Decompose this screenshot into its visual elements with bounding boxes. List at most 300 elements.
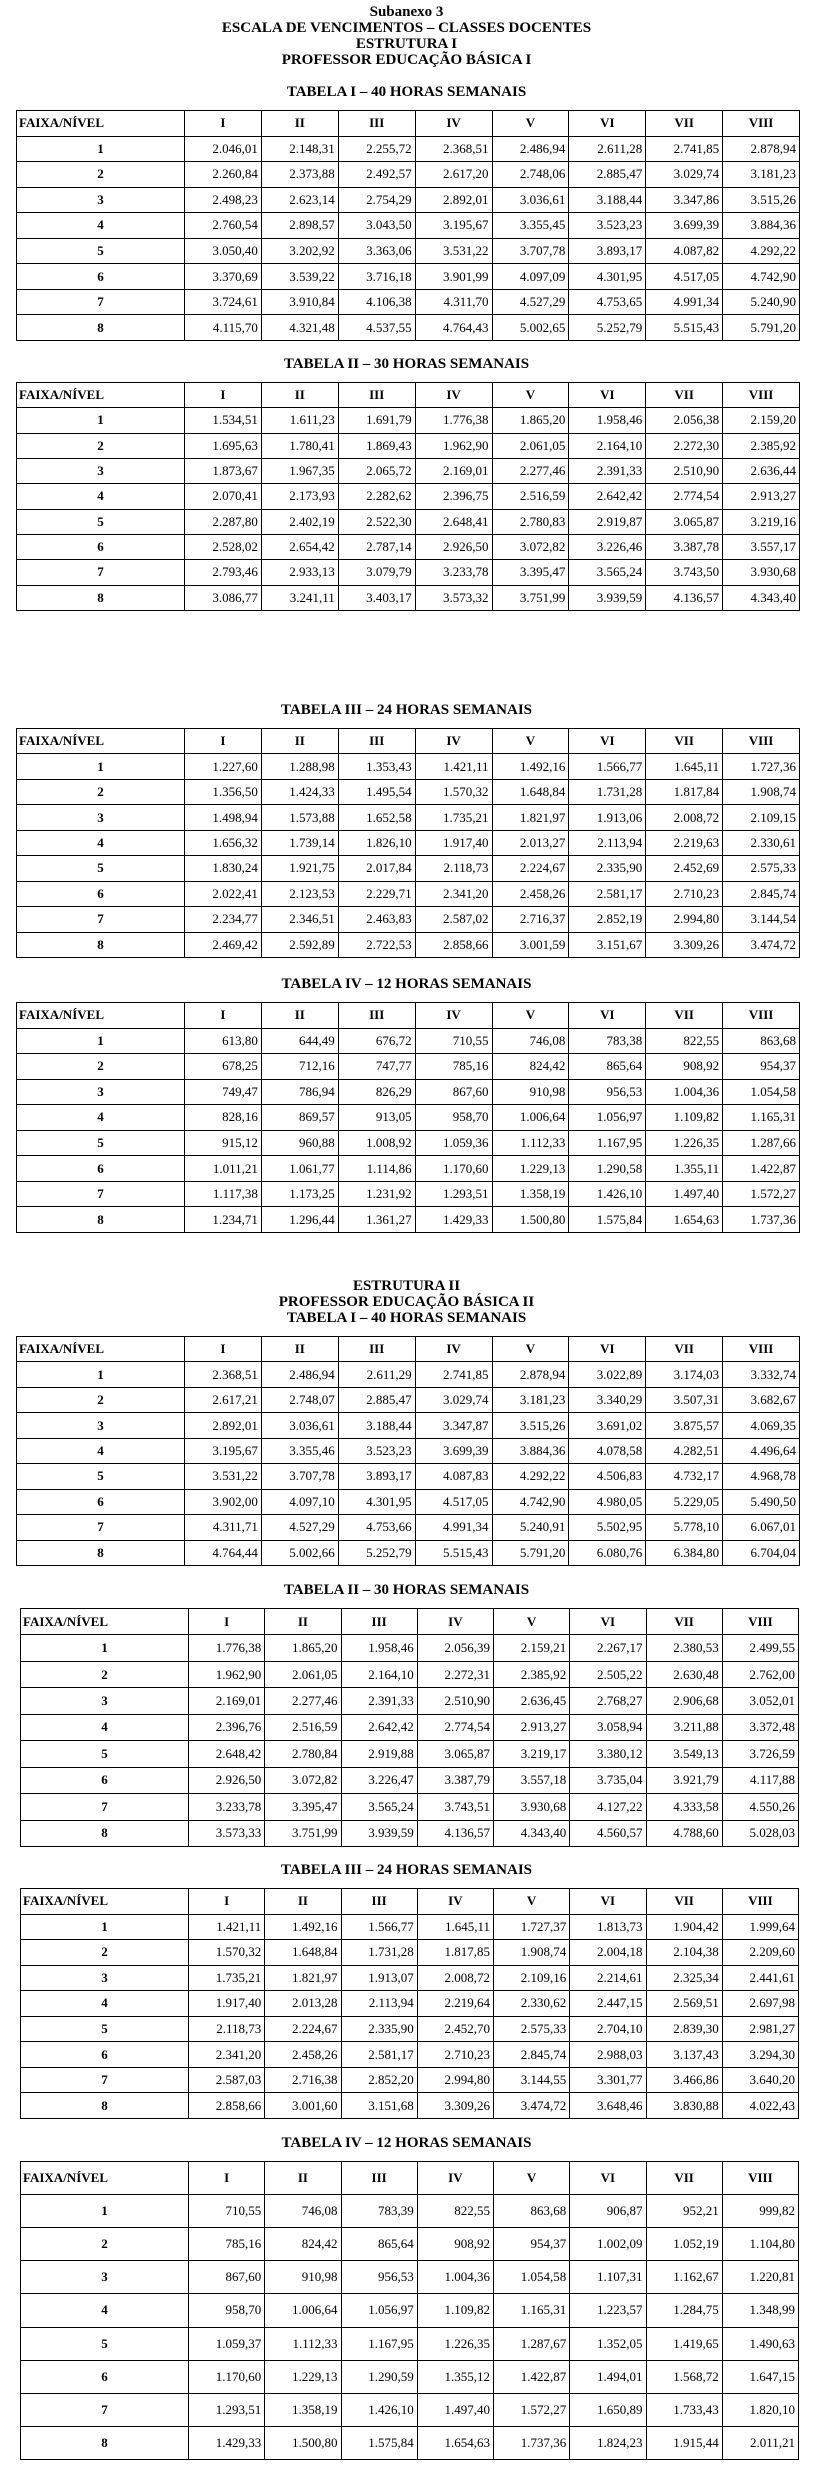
salary-value: 1.355,11 [646,1156,723,1182]
salary-value: 2.065,72 [338,458,415,483]
salary-value: 1.735,21 [415,805,492,830]
salary-value: 613,80 [185,1028,262,1054]
faixa-header: VI [570,1889,646,1915]
salary-value: 1.817,84 [646,779,723,804]
nivel-label: 3 [17,1079,185,1105]
salary-value: 2.164,10 [569,433,646,458]
salary-value: 2.330,61 [723,830,800,855]
salary-value: 4.097,10 [261,1489,338,1514]
salary-value: 2.011,21 [722,2426,798,2459]
salary-value: 1.006,64 [492,1105,569,1131]
salary-value: 1.284,75 [646,2294,722,2327]
salary-value: 2.852,19 [569,907,646,932]
salary-value: 1.173,25 [261,1181,338,1207]
salary-value: 5.252,79 [569,315,646,341]
salary-value: 908,92 [646,1054,723,1080]
salary-value: 2.994,80 [417,2067,493,2093]
table-title: TABELA III – 24 HORAS SEMANAIS [280,1862,533,1878]
salary-value: 3.029,74 [646,162,723,188]
salary-value: 3.507,31 [646,1387,723,1412]
salary-value: 2.852,20 [341,2067,417,2093]
salary-value: 2.272,30 [646,433,723,458]
salary-value: 4.115,70 [185,315,262,341]
salary-value: 2.780,84 [265,1741,341,1767]
nivel-label: 2 [21,1661,189,1687]
salary-value: 2.118,73 [189,2016,265,2042]
salary-value: 3.137,43 [646,2042,722,2068]
salary-value: 1.727,36 [723,754,800,779]
salary-value: 2.516,59 [492,484,569,509]
corner-header: FAIXA/NÍVEL [17,111,185,137]
salary-value: 2.630,48 [646,1661,722,1687]
salary-value: 908,92 [417,2228,493,2261]
faixa-header: V [492,1003,569,1029]
faixa-header: III [338,383,415,408]
salary-value: 3.515,26 [492,1413,569,1438]
salary-value: 3.065,87 [417,1741,493,1767]
salary-value: 2.919,88 [341,1741,417,1767]
table-row [21,2327,799,2360]
salary-value: 2.617,20 [415,162,492,188]
salary-value: 2.148,31 [261,136,338,162]
salary-value: 2.933,13 [261,560,338,585]
salary-value: 4.517,05 [415,1489,492,1514]
salary-value: 1.735,21 [189,1965,265,1991]
salary-value: 1.727,37 [494,1914,570,1940]
salary-value: 4.301,95 [569,264,646,290]
salary-value: 4.980,05 [569,1489,646,1514]
salary-value: 2.260,84 [185,162,262,188]
salary-value: 2.017,84 [338,856,415,881]
faixa-header: III [338,1337,415,1362]
salary-value: 2.219,63 [646,830,723,855]
nivel-label: 4 [17,1438,185,1463]
salary-value: 4.321,48 [261,315,338,341]
salary-value: 822,55 [417,2195,493,2228]
table-row [21,2067,799,2093]
salary-value: 3.202,92 [261,238,338,264]
salary-value: 1.650,89 [570,2393,646,2426]
nivel-label: 7 [17,289,185,315]
salary-value: 2.277,46 [492,458,569,483]
salary-value: 2.787,14 [338,534,415,559]
salary-value: 1.011,21 [185,1156,262,1182]
salary-value: 1.004,36 [417,2261,493,2294]
salary-value: 676,72 [338,1028,415,1054]
nivel-label: 2 [17,1054,185,1080]
salary-value: 3.387,79 [417,1767,493,1793]
faixa-header: V [492,383,569,408]
salary-value: 952,21 [646,2195,722,2228]
nivel-label: 4 [17,830,185,855]
salary-value: 3.065,87 [646,509,723,534]
salary-value: 2.642,42 [341,1714,417,1740]
table-row [17,881,800,906]
salary-value: 3.724,61 [185,289,262,315]
nivel-label: 7 [17,907,185,932]
salary-value: 2.325,34 [646,1965,722,1991]
salary-value: 1.421,11 [189,1914,265,1940]
salary-value: 1.229,13 [492,1156,569,1182]
salary-value: 1.109,82 [417,2294,493,2327]
salary-value: 824,42 [492,1054,569,1080]
table-title: TABELA I – 40 HORAS SEMANAIS [286,1310,527,1326]
salary-value: 2.648,41 [415,509,492,534]
table-row [17,1362,800,1387]
salary-value: 1.220,81 [722,2261,798,2294]
salary-table [16,382,800,611]
salary-value: 1.287,67 [494,2327,570,2360]
salary-value: 1.104,80 [722,2228,798,2261]
faixa-header: VIII [722,2162,798,2195]
salary-value: 3.347,86 [646,187,723,213]
salary-value: 1.226,35 [417,2327,493,2360]
salary-value: 2.287,80 [185,509,262,534]
corner-header: FAIXA/NÍVEL [17,1003,185,1029]
salary-value: 3.466,86 [646,2067,722,2093]
salary-value: 2.118,73 [415,856,492,881]
salary-value: 1.353,43 [338,754,415,779]
salary-value: 2.892,01 [185,1413,262,1438]
salary-value: 1.293,51 [189,2393,265,2426]
salary-value: 4.292,22 [492,1464,569,1489]
nivel-label: 5 [17,509,185,534]
salary-value: 2.748,07 [261,1387,338,1412]
salary-value: 2.385,92 [723,433,800,458]
salary-value: 1.231,92 [338,1181,415,1207]
salary-value: 1.733,43 [646,2393,722,2426]
faixa-header: V [494,2162,570,2195]
salary-value: 5.515,43 [646,315,723,341]
salary-value: 786,94 [261,1079,338,1105]
faixa-header: I [185,111,262,137]
salary-value: 2.697,98 [722,1991,798,2017]
nivel-label: 1 [21,1914,189,1940]
salary-value: 2.169,01 [415,458,492,483]
salary-value: 1.356,50 [185,779,262,804]
table-row [21,1914,799,1940]
salary-value: 6.067,01 [723,1515,800,1540]
salary-value: 958,70 [415,1105,492,1131]
salary-value: 822,55 [646,1028,723,1054]
table-row [17,1387,800,1412]
salary-value: 3.474,72 [723,932,800,957]
nivel-label: 6 [17,881,185,906]
nivel-label: 1 [17,1362,185,1387]
salary-value: 5.490,50 [723,1489,800,1514]
faixa-header: VII [646,1003,723,1029]
table-row [17,509,800,534]
salary-value: 1.575,84 [569,1207,646,1233]
table-row [17,1464,800,1489]
salary-value: 2.391,33 [569,458,646,483]
salary-value: 1.570,32 [415,779,492,804]
salary-value: 2.159,20 [723,408,800,433]
salary-value: 3.699,39 [415,1438,492,1463]
salary-value: 3.058,94 [570,1714,646,1740]
salary-value: 2.061,05 [265,1661,341,1687]
salary-value: 1.061,77 [261,1156,338,1182]
salary-value: 5.240,91 [492,1515,569,1540]
faixa-header: II [261,383,338,408]
faixa-header: IV [415,729,492,754]
salary-value: 2.878,94 [723,136,800,162]
faixa-header: VIII [723,729,800,754]
salary-value: 2.209,60 [722,1940,798,1966]
salary-value: 2.219,64 [417,1991,493,2017]
salary-value: 1.908,74 [494,1940,570,1966]
salary-value: 4.742,90 [723,264,800,290]
table-title: TABELA II – 30 HORAS SEMANAIS [283,1582,530,1598]
salary-value: 1.492,16 [265,1914,341,1940]
salary-value: 4.732,17 [646,1464,723,1489]
salary-value: 2.469,42 [185,932,262,957]
salary-value: 1.566,77 [569,754,646,779]
salary-value: 2.885,47 [338,1387,415,1412]
salary-value: 2.774,54 [646,484,723,509]
salary-value: 2.906,68 [646,1688,722,1714]
salary-value: 2.581,17 [569,881,646,906]
salary-value: 1.824,23 [570,2426,646,2459]
salary-value: 1.361,27 [338,1207,415,1233]
nivel-label: 3 [17,458,185,483]
faixa-header: III [338,729,415,754]
salary-value: 2.282,62 [338,484,415,509]
salary-value: 3.743,50 [646,560,723,585]
salary-value: 1.114,86 [338,1156,415,1182]
salary-value: 3.387,78 [646,534,723,559]
salary-value: 4.991,34 [646,289,723,315]
salary-value: 4.968,78 [723,1464,800,1489]
salary-value: 3.573,33 [189,1820,265,1846]
faixa-header: II [261,1337,338,1362]
salary-value: 749,47 [185,1079,262,1105]
table-row [17,238,800,264]
salary-value: 2.008,72 [417,1965,493,1991]
salary-value: 1.290,58 [569,1156,646,1182]
salary-value: 3.144,54 [723,907,800,932]
salary-value: 783,39 [341,2195,417,2228]
salary-value: 2.004,18 [570,1940,646,1966]
salary-value: 826,29 [338,1079,415,1105]
salary-table [20,1608,799,1847]
salary-value: 1.826,10 [338,830,415,855]
faixa-header: III [338,1003,415,1029]
salary-value: 4.117,88 [722,1767,798,1793]
faixa-header: III [341,2162,417,2195]
table-row [17,264,800,290]
salary-value: 1.917,40 [415,830,492,855]
faixa-header: IV [415,1003,492,1029]
salary-value: 3.370,69 [185,264,262,290]
salary-value: 1.052,19 [646,2228,722,2261]
salary-value: 956,53 [341,2261,417,2294]
faixa-header: I [185,383,262,408]
salary-value: 2.780,83 [492,509,569,534]
faixa-header: VIII [722,1609,798,1635]
salary-value: 3.902,00 [185,1489,262,1514]
faixa-header: V [494,1609,570,1635]
salary-value: 2.741,85 [646,136,723,162]
salary-value: 2.486,94 [492,136,569,162]
salary-value: 1.494,01 [570,2360,646,2393]
salary-value: 2.396,76 [189,1714,265,1740]
salary-value: 1.426,10 [569,1181,646,1207]
salary-value: 867,60 [189,2261,265,2294]
salary-value: 867,60 [415,1079,492,1105]
salary-value: 3.751,99 [265,1820,341,1846]
salary-value: 1.117,38 [185,1181,262,1207]
nivel-label: 7 [17,560,185,585]
salary-value: 4.550,26 [722,1794,798,1820]
salary-value: 2.642,42 [569,484,646,509]
salary-value: 710,55 [415,1028,492,1054]
salary-value: 1.293,51 [415,1181,492,1207]
salary-value: 910,98 [492,1079,569,1105]
salary-value: 1.654,63 [417,2426,493,2459]
salary-value: 2.878,94 [492,1362,569,1387]
salary-value: 6.080,76 [569,1540,646,1565]
table-row [21,2093,799,2119]
salary-value: 1.352,05 [570,2327,646,2360]
salary-value: 2.926,50 [415,534,492,559]
salary-table [20,2161,799,2460]
nivel-label: 2 [17,162,185,188]
salary-value: 2.748,06 [492,162,569,188]
nivel-label: 6 [17,264,185,290]
salary-value: 1.568,72 [646,2360,722,2393]
salary-value: 3.294,30 [722,2042,798,2068]
table-row [21,2261,799,2294]
salary-value: 3.332,74 [723,1362,800,1387]
salary-value: 2.919,87 [569,509,646,534]
table-row [17,1540,800,1565]
nivel-label: 5 [17,1464,185,1489]
salary-value: 2.272,31 [417,1661,493,1687]
salary-value: 2.013,27 [492,830,569,855]
table-row [17,1079,800,1105]
salary-value: 2.061,05 [492,433,569,458]
salary-value: 3.072,82 [265,1767,341,1793]
salary-value: 1.915,44 [646,2426,722,2459]
faixa-header: VI [570,1609,646,1635]
salary-value: 1.167,95 [569,1130,646,1156]
nivel-label: 4 [21,1991,189,2017]
salary-value: 3.395,47 [492,560,569,585]
salary-value: 2.373,88 [261,162,338,188]
table-row [21,1767,799,1793]
faixa-header: III [338,111,415,137]
salary-value: 1.226,35 [646,1130,723,1156]
salary-value: 1.691,79 [338,408,415,433]
table-header-row [17,383,800,408]
salary-value: 1.575,84 [341,2426,417,2459]
salary-value: 785,16 [415,1054,492,1080]
faixa-header: II [261,1003,338,1029]
salary-value: 3.531,22 [185,1464,262,1489]
salary-value: 1.731,28 [569,779,646,804]
salary-value: 1.054,58 [494,2261,570,2294]
salary-value: 2.104,38 [646,1940,722,1966]
salary-value: 1.572,27 [723,1181,800,1207]
salary-value: 2.898,57 [261,213,338,239]
nivel-label: 6 [21,2042,189,2068]
salary-value: 2.636,45 [494,1688,570,1714]
salary-value: 3.036,61 [261,1413,338,1438]
salary-value: 1.999,64 [722,1914,798,1940]
salary-value: 5.791,20 [723,315,800,341]
salary-value: 2.008,72 [646,805,723,830]
nivel-label: 2 [17,779,185,804]
nivel-label: 8 [21,2093,189,2119]
salary-value: 1.534,51 [185,408,262,433]
salary-value: 1.170,60 [415,1156,492,1182]
salary-value: 2.516,59 [265,1714,341,1740]
table-row [21,2360,799,2393]
salary-value: 3.830,88 [646,2093,722,2119]
salary-value: 3.219,16 [723,509,800,534]
salary-value: 3.565,24 [341,1794,417,1820]
salary-value: 4.069,35 [723,1413,800,1438]
salary-value: 3.001,60 [265,2093,341,2119]
table-row [21,1635,799,1661]
salary-value: 1.813,73 [570,1914,646,1940]
nivel-label: 6 [17,1156,185,1182]
salary-value: 1.008,92 [338,1130,415,1156]
salary-value: 4.301,95 [338,1489,415,1514]
table-row [17,1207,800,1233]
faixa-header: IV [417,1609,493,1635]
salary-value: 5.778,10 [646,1515,723,1540]
salary-value: 3.195,67 [415,213,492,239]
table-row [17,830,800,855]
table-row [17,560,800,585]
salary-value: 3.682,67 [723,1387,800,1412]
nivel-label: 6 [21,1767,189,1793]
salary-value: 828,16 [185,1105,262,1131]
salary-value: 3.699,39 [646,213,723,239]
salary-value: 3.233,78 [415,560,492,585]
salary-value: 4.991,34 [415,1515,492,1540]
salary-value: 3.884,36 [723,213,800,239]
salary-value: 3.029,74 [415,1387,492,1412]
nivel-label: 6 [17,1489,185,1514]
salary-value: 2.385,92 [494,1661,570,1687]
nivel-label: 8 [21,2426,189,2459]
salary-value: 2.441,61 [722,1965,798,1991]
salary-value: 2.892,01 [415,187,492,213]
salary-value: 3.181,23 [492,1387,569,1412]
faixa-header: I [185,729,262,754]
salary-value: 4.078,58 [569,1438,646,1463]
salary-value: 4.764,44 [185,1540,262,1565]
table-row [17,1438,800,1463]
salary-value: 3.515,26 [723,187,800,213]
salary-value: 2.346,51 [261,907,338,932]
faixa-header: V [494,1889,570,1915]
salary-value: 2.224,67 [265,2016,341,2042]
salary-value: 1.731,28 [341,1940,417,1966]
salary-value: 2.716,38 [265,2067,341,2093]
salary-value: 783,38 [569,1028,646,1054]
salary-value: 1.059,37 [189,2327,265,2360]
table-header-row [21,2162,799,2195]
table-row [17,805,800,830]
nivel-label: 1 [17,1028,185,1054]
salary-value: 2.046,01 [185,136,262,162]
faixa-header: VI [569,729,646,754]
corner-header: FAIXA/NÍVEL [17,383,185,408]
